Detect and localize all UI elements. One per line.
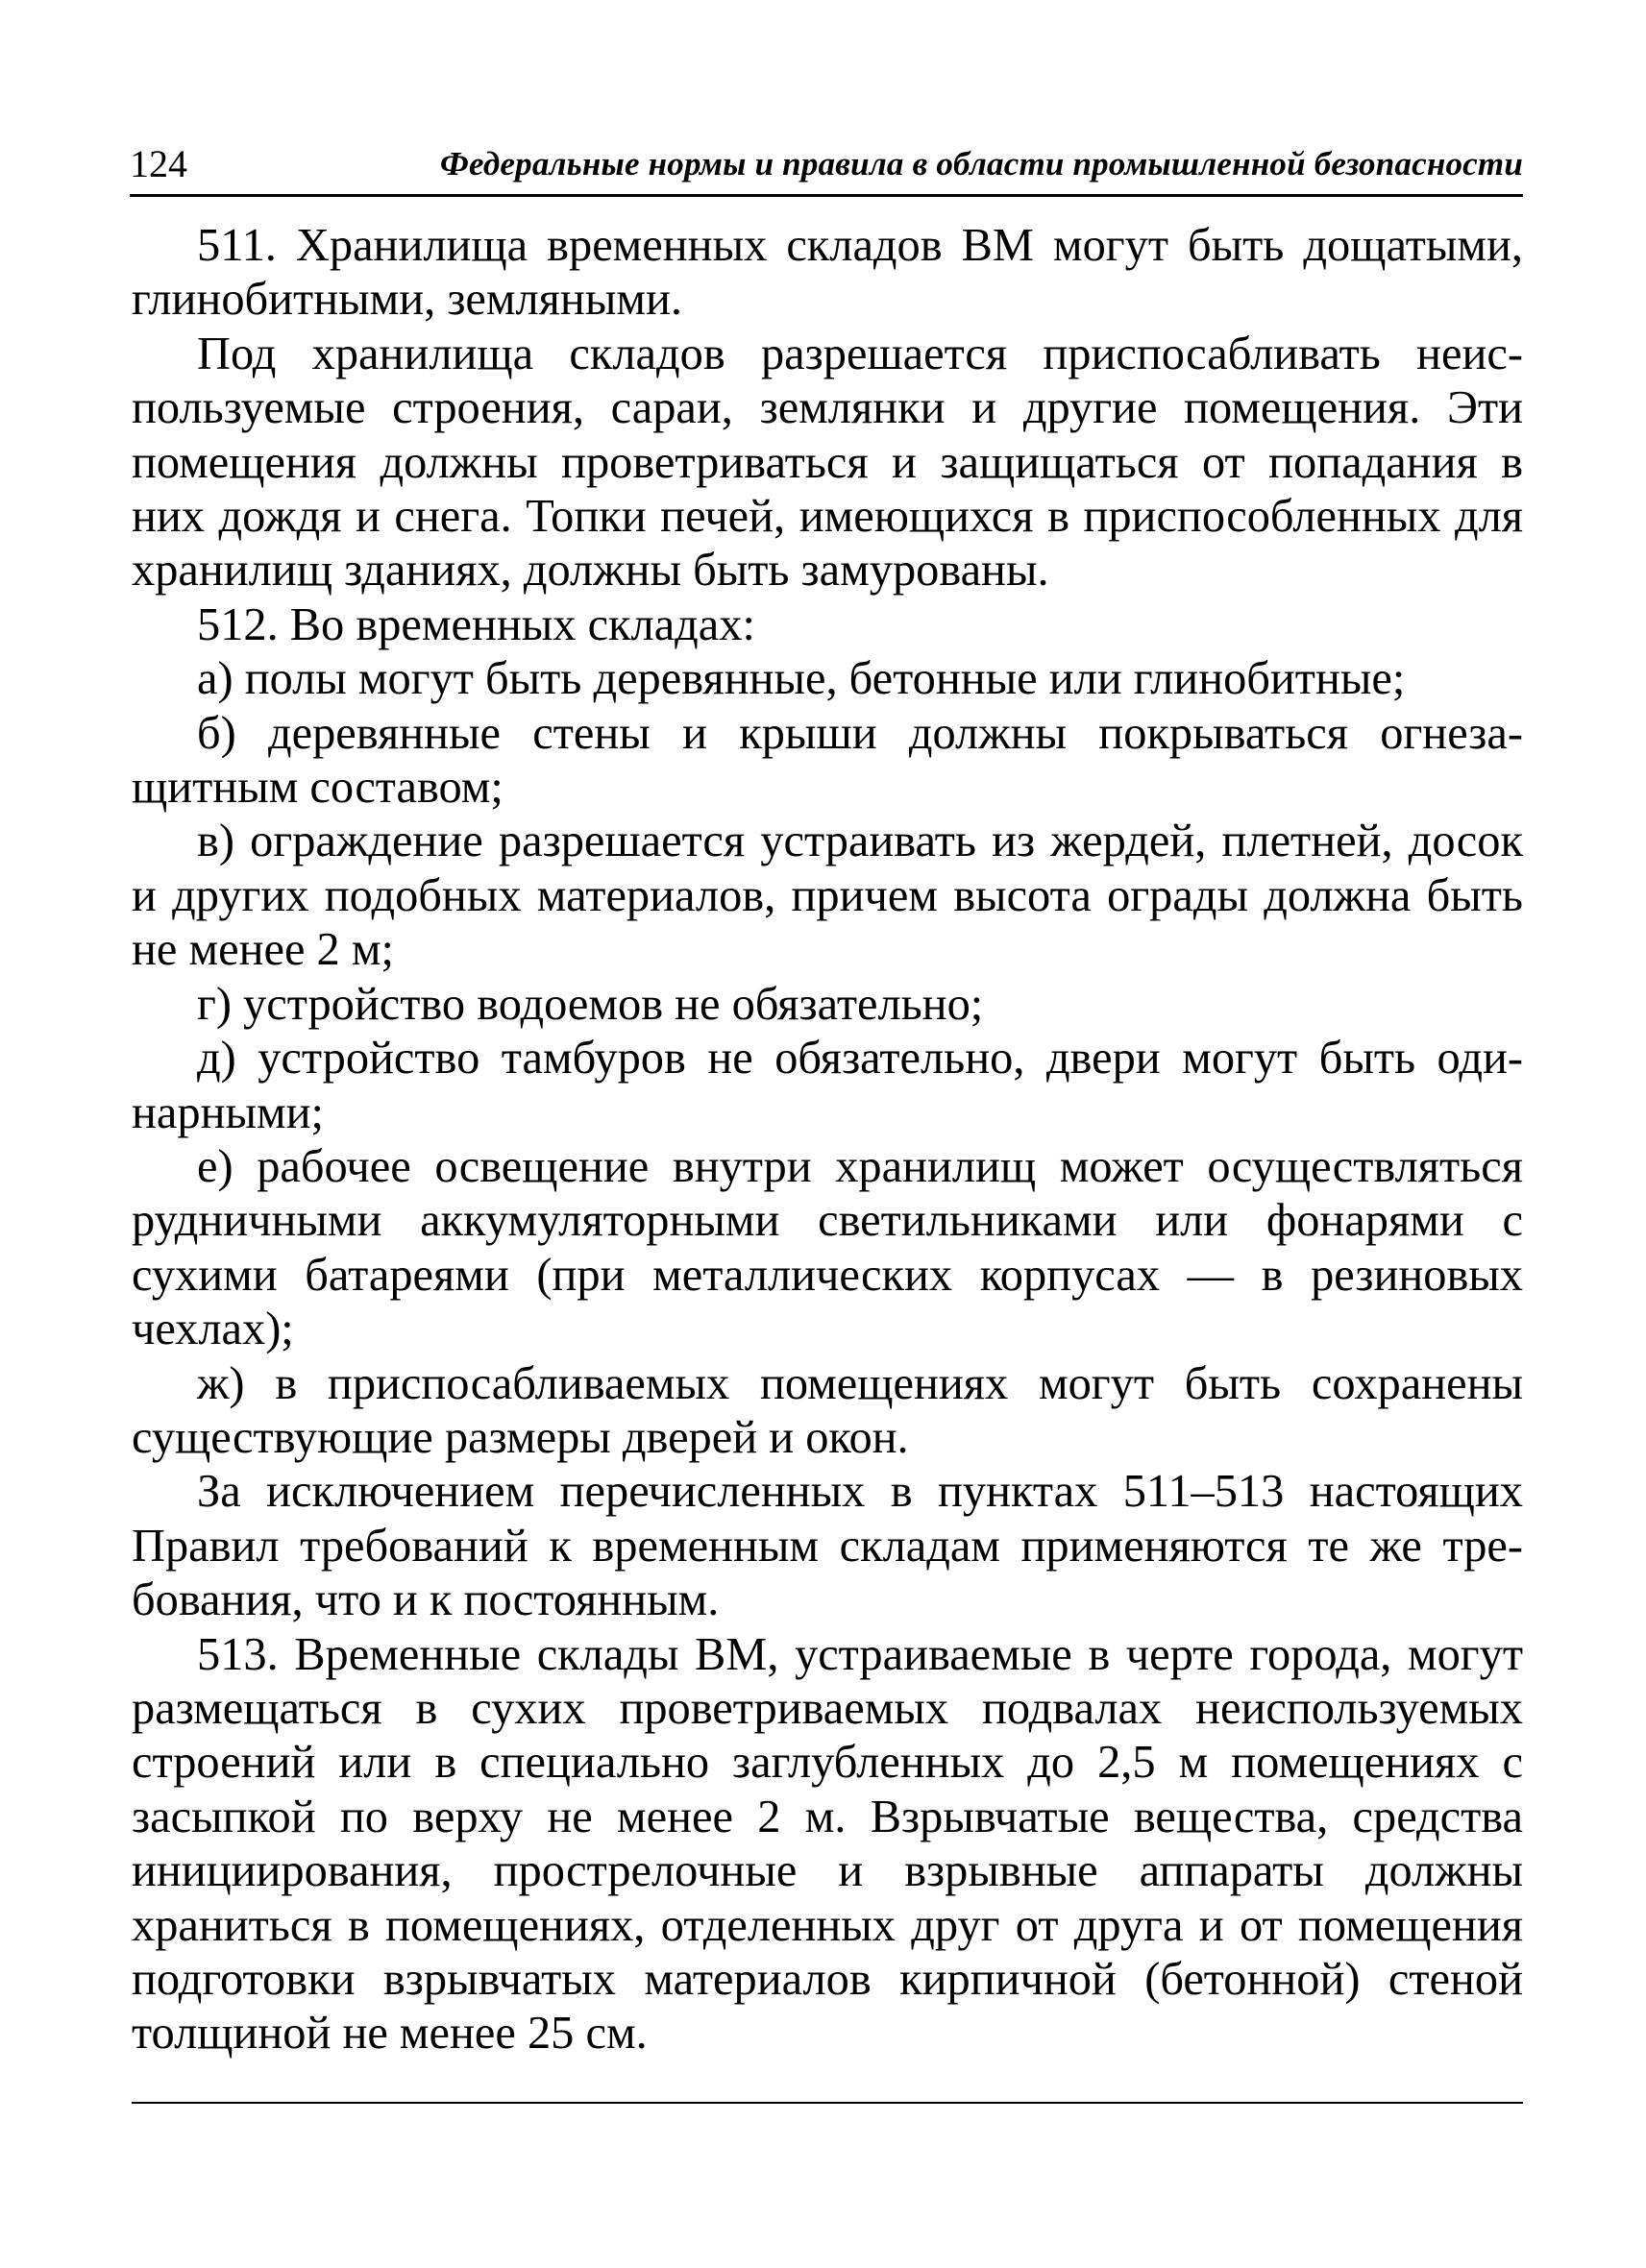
paragraph-512: 512. Во временных складах:	[197, 598, 755, 650]
paragraph-exceptions: За исключением перечисленных в пунктах 511–513 настоящих Правил требований к временным складам применяются те же требования, что и к постоянным.	[132, 1466, 1523, 1626]
list-item-d: д) устройство тамбуров не обязательно, двери могут быть одинарными;	[132, 1033, 1523, 1138]
paragraph-513: 513. Временные склады ВМ, устраиваемые в черте города, могут размещаться в сухих проветриваемых подвалах неиспользуемых строений или в специально заглубленных до 2,5 м помещениях с засыпкой по верху не менее 2 м. Взрывчатые вещества, средства инициирования, прострелочные и взрывные аппараты должны храниться в помещениях, отделенных друг от друга и от помещения подготовки взрывчатых материалов кирпичной (бетонной) стеной толщиной не менее 25 см.	[132, 1628, 1523, 2060]
running-title: Федеральные нормы и правила в области промышленной безопасности	[440, 145, 1523, 183]
list-item-zh: ж) в приспосабливаемых помещениях могут быть сохранены существующие размеры дверей и окон.	[132, 1357, 1523, 1463]
list-item-v: в) ограждение разрешается устраивать из жердей, плетней, досок и других подобных материалов, причем высота ограды должна быть не менее 2 м;	[132, 816, 1523, 976]
list-item-g: г) устройство водоемов не обязательно;	[197, 978, 984, 1030]
list-item-e: е) рабочее освещение внутри хранилищ может осуществляться рудничными аккумуляторными светильниками или фонарями с сухими батареями (при металлических корпусах — в резиновых чехлах);	[132, 1140, 1523, 1355]
footer-rule	[132, 2102, 1523, 2104]
paragraph-storage-adaptation: Под хранилища складов разрешается приспосабливать неиспользуемые строения, сараи, землянки и другие помещения. Эти помещения должны проветриваться и защищаться от попадания в них дождя и снега. Топки печей, имеющихся в приспособленных для хранилищ зданиях, должны быть замурованы.	[132, 328, 1523, 597]
paragraph-511: 511. Хранилища временных складов ВМ могут быть дощатыми, глинобитными, земляными.	[132, 220, 1523, 326]
page-number: 124	[130, 142, 187, 185]
body-text	[132, 219, 1523, 2061]
list-item-b: б) деревянные стены и крыши должны покрываться огнезащитным составом;	[132, 707, 1523, 814]
page-header	[130, 136, 1523, 197]
list-item-a: а) полы могут быть деревянные, бетонные или глинобитные;	[197, 653, 1406, 705]
